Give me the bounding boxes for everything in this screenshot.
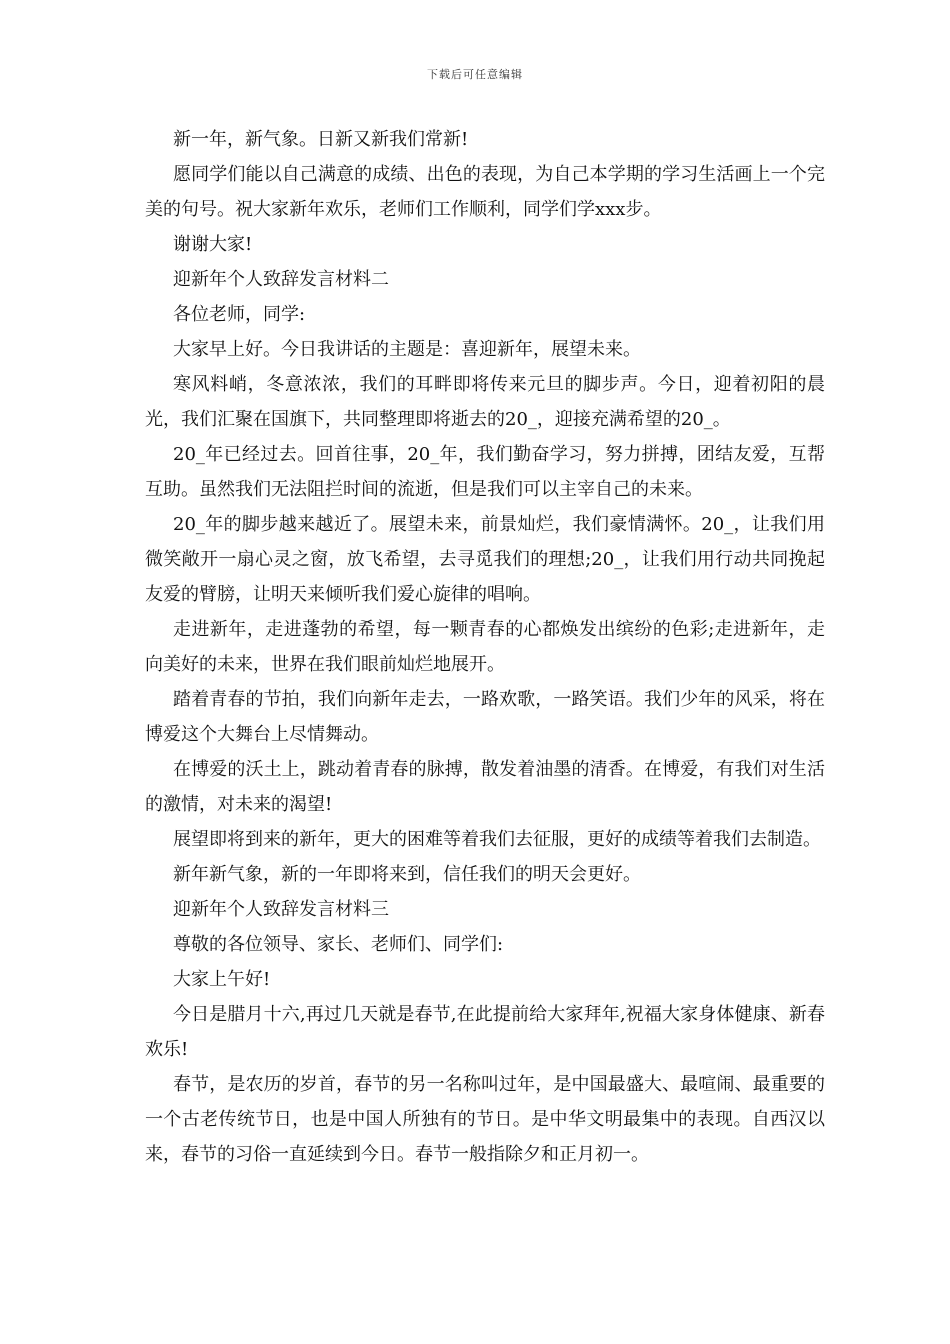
paragraph: 走进新年，走进蓬勃的希望，每一颗青春的心都焕发出缤纷的色彩;走进新年，走向美好的未来，世界在我们眼前灿烂地展开。 (145, 619, 825, 675)
paragraph: 新年新气象，新的一年即将来到，信任我们的明天会更好。 (173, 864, 641, 885)
paragraph: 春节，是农历的岁首，春节的另一名称叫过年，是中国最盛大、最喧闹、最重要的一个古老传统节日，也是中国人所独有的节日。是中华文明最集中的表现。自西汉以来，春节的习俗一直延续到今日。春节一般指除夕和正月初一。 (145, 1074, 825, 1165)
paragraph: 愿同学们能以自己满意的成绩、出色的表现，为自己本学期的学习生活画上一个完美的句号。祝大家新年欢乐，老师们工作顺利，同学们学xxx步。 (145, 164, 825, 220)
paragraph: 踏着青春的节拍，我们向新年走去，一路欢歌，一路笑语。我们少年的风采，将在博爱这个大舞台上尽情舞动。 (145, 689, 825, 745)
paragraph: 20_年的脚步越来越近了。展望未来，前景灿烂，我们豪情满怀。20_，让我们用微笑敞开一扇心灵之窗，放飞希望，去寻觅我们的理想;20_，让我们用行动共同挽起友爱的臂膀，让明天来倾听我们爱心旋律的唱响。 (145, 514, 825, 605)
paragraph: 今日是腊月十六,再过几天就是春节,在此提前给大家拜年,祝福大家身体健康、新春欢乐! (145, 1004, 825, 1060)
document-body (145, 122, 825, 1172)
paragraph: 谢谢大家! (173, 234, 253, 255)
section-heading: 迎新年个人致辞发言材料二 (173, 269, 389, 290)
header-note: 下载后可任意编辑 (427, 68, 523, 81)
paragraph: 新一年，新气象。日新又新我们常新! (173, 129, 469, 150)
paragraph: 大家早上好。今日我讲话的主题是：喜迎新年，展望未来。 (173, 339, 641, 360)
paragraph: 寒风料峭，冬意浓浓，我们的耳畔即将传来元旦的脚步声。今日，迎着初阳的晨光，我们汇聚在国旗下，共同整理即将逝去的20_，迎接充满希望的20_。 (145, 374, 825, 430)
paragraph: 大家上午好! (173, 969, 271, 990)
section-heading: 迎新年个人致辞发言材料三 (173, 899, 389, 920)
paragraph: 在博爱的沃土上，跳动着青春的脉搏，散发着油墨的清香。在博爱，有我们对生活的激情，对未来的渴望! (145, 759, 825, 815)
paragraph: 尊敬的各位领导、家长、老师们、同学们: (173, 934, 504, 955)
paragraph: 各位老师，同学: (173, 304, 306, 325)
paragraph: 展望即将到来的新年，更大的困难等着我们去征服，更好的成绩等着我们去制造。 (173, 829, 821, 850)
paragraph: 20_年已经过去。回首往事，20_年，我们勤奋学习，努力拼搏，团结友爱，互帮互助。虽然我们无法阻拦时间的流逝，但是我们可以主宰自己的未来。 (145, 444, 825, 500)
